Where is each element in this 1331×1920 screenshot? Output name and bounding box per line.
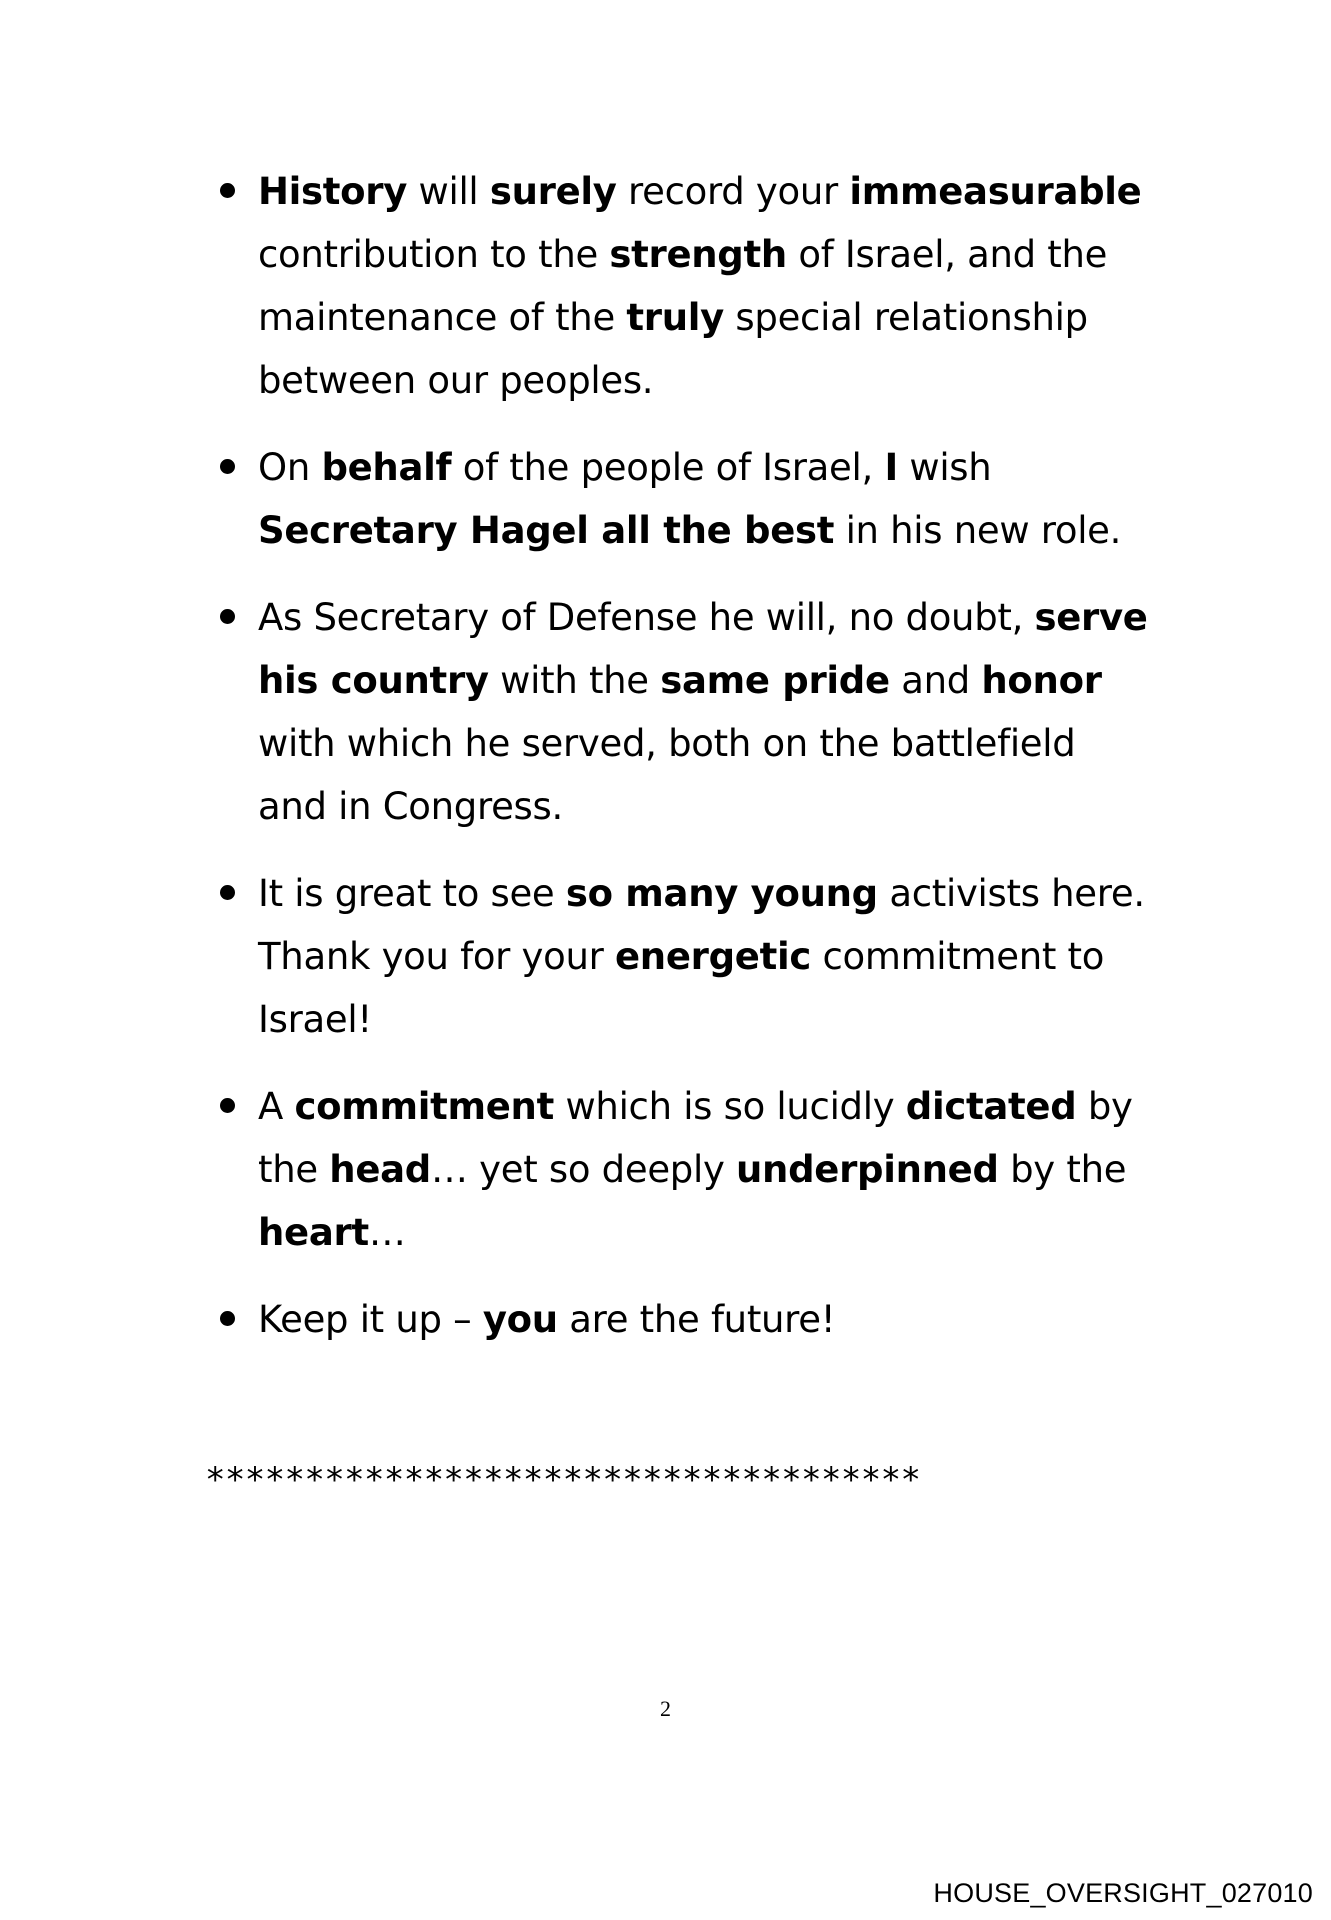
bullet-text: It is great to see so many young activists here. Thank you for your energetic commitment to Israel!: [258, 872, 1145, 1041]
bullet-icon: [220, 609, 235, 624]
bullet-icon: [220, 183, 235, 198]
bullet-list: [220, 160, 1150, 1375]
bullet-item: [220, 1288, 1150, 1351]
bullet-icon: [220, 885, 235, 900]
bullet-text: As Secretary of Defense he will, no doubt, serve his country with the same pride and honor with which he served, both on the battlefield and in Congress.: [258, 596, 1148, 828]
bullet-icon: [220, 1311, 235, 1326]
bullet-item: [220, 862, 1150, 1051]
page-number: 2: [660, 1696, 671, 1721]
bullet-item: [220, 436, 1150, 562]
bullet-icon: [220, 1098, 235, 1113]
asterisk-separator: ************************************: [205, 1460, 921, 1500]
bullet-text: History will surely record your immeasurable contribution to the strength of Israel, and the maintenance of the truly special relationship between our peoples.: [258, 170, 1142, 402]
bullet-text: On behalf of the people of Israel, I wish Secretary Hagel all the best in his new role.: [258, 446, 1122, 552]
bates-stamp: HOUSE_OVERSIGHT_027010: [933, 1878, 1313, 1908]
bullet-item: [220, 1075, 1150, 1264]
bullet-item: [220, 160, 1150, 412]
bullet-text: Keep it up – you are the future!: [258, 1298, 836, 1341]
bullet-text: A commitment which is so lucidly dictated by the head… yet so deeply underpinned by the heart…: [258, 1085, 1133, 1254]
bullet-item: [220, 586, 1150, 838]
bullet-icon: [220, 459, 235, 474]
